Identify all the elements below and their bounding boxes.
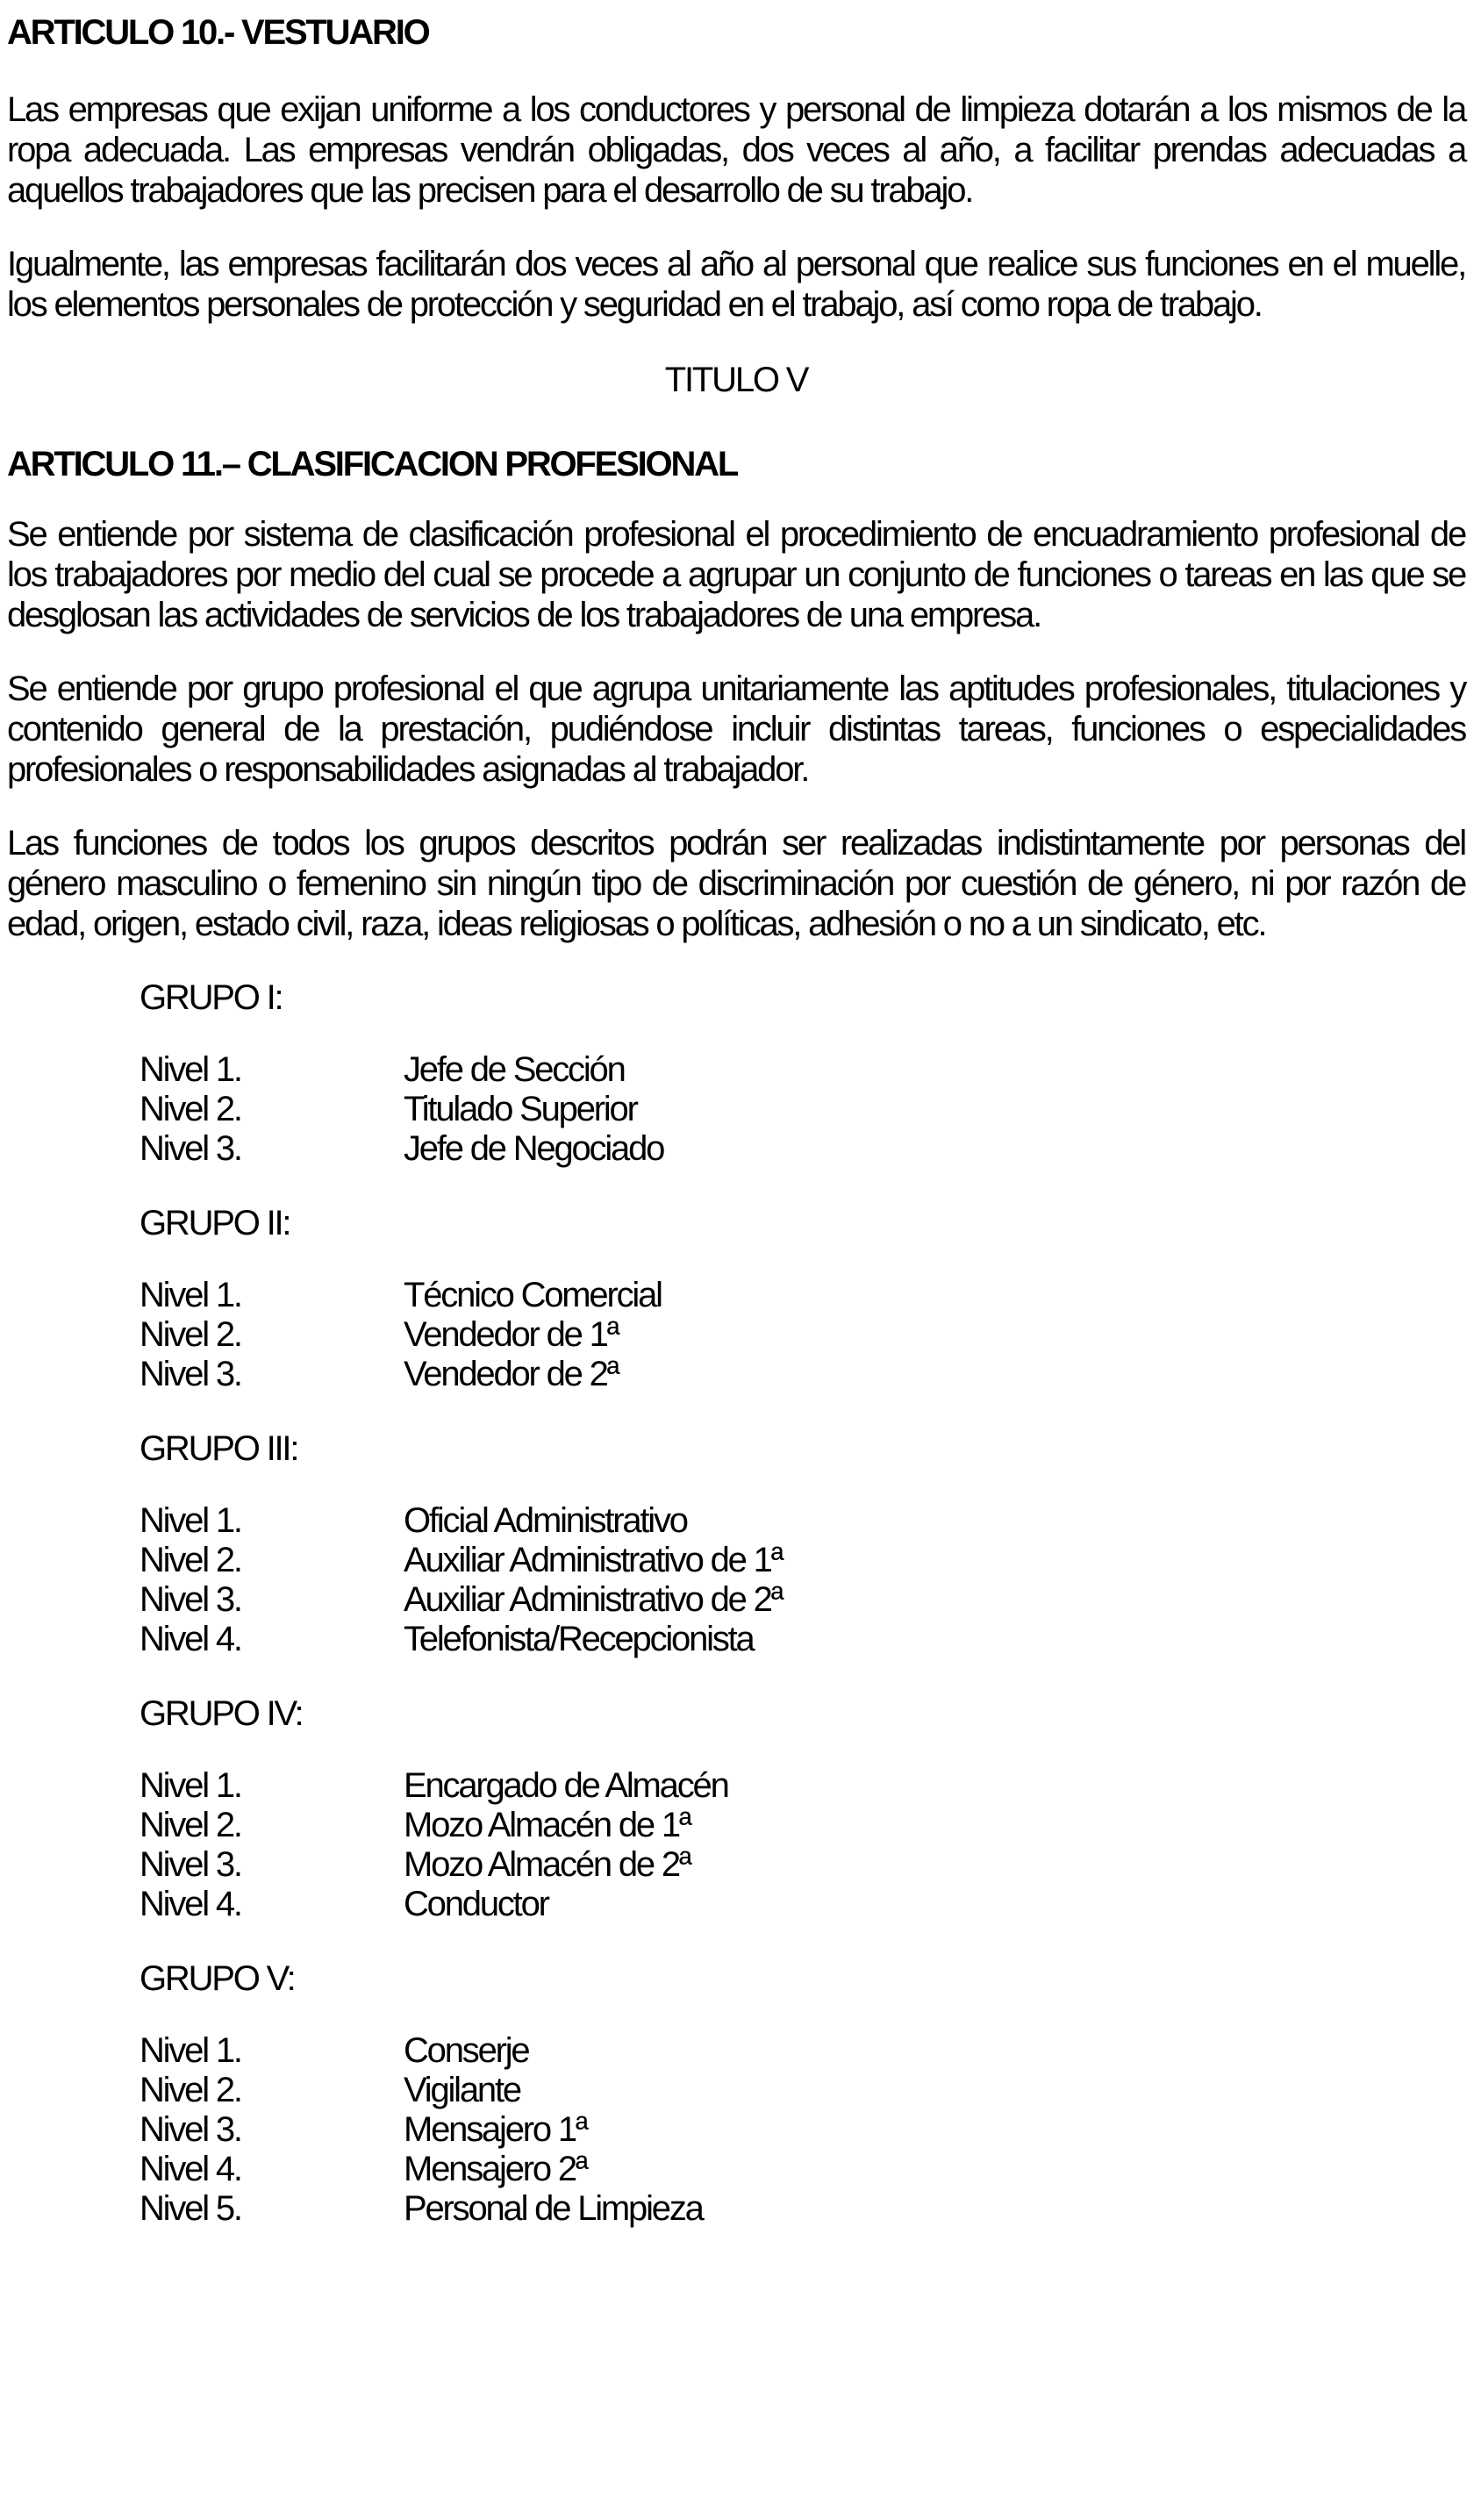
level-number: Nivel 1. <box>140 2031 241 2070</box>
articulo-11-paragraph-2: Se entiende por grupo profesional el que agrupa unitariamente las aptitudes profesionales, titulaciones y contenido general de la prestación, pudiéndose incluir distintas tareas, funciones o especialidades profesionales o responsabilidades asignadas al trabajador. <box>7 669 1465 789</box>
grupo-iv-title: GRUPO IV: <box>140 1694 303 1733</box>
level-row <box>7 2189 1465 2229</box>
level-number: Nivel 4. <box>140 1620 241 1658</box>
level-role: Titulado Superior <box>404 1090 637 1128</box>
level-role: Mensajero 2ª <box>404 2150 587 2188</box>
level-role: Vendedor de 2ª <box>404 1355 619 1393</box>
grupo-ii-section <box>7 1203 1465 1394</box>
level-row <box>7 1845 1465 1885</box>
classification-groups <box>7 977 1465 2229</box>
grupo-i-levels-list <box>7 1050 1465 1169</box>
articulo-10-heading: ARTICULO 10.- VESTUARIO <box>7 13 429 52</box>
level-number: Nivel 1. <box>140 1501 241 1540</box>
level-number: Nivel 4. <box>140 2150 241 2188</box>
level-row <box>7 1129 1465 1169</box>
level-role: Mensajero 1ª <box>404 2110 587 2149</box>
level-number: Nivel 3. <box>140 1355 241 1393</box>
grupo-i-section <box>7 977 1465 1169</box>
level-number: Nivel 2. <box>140 1090 241 1128</box>
articulo-10-paragraph-2: Igualmente, las empresas facilitarán dos veces al año al personal que realice sus funciones en el muelle, los elementos personales de protección y seguridad en el trabajo, así como ropa de trabajo. <box>7 245 1465 324</box>
level-row <box>7 1541 1465 1580</box>
level-role: Encargado de Almacén <box>404 1766 728 1805</box>
level-number: Nivel 2. <box>140 1806 241 1844</box>
grupo-iii-levels-list <box>7 1501 1465 1659</box>
articulo-11-paragraph-1: Se entiende por sistema de clasificación profesional el procedimiento de encuadramiento profesional de los trabajadores por medio del cual se procede a agrupar un conjunto de funciones o tareas en las que se desglosan las actividades de servicios de los trabajadores de una empresa. <box>7 515 1465 634</box>
level-row <box>7 1885 1465 1924</box>
grupo-iii-section <box>7 1428 1465 1659</box>
grupo-i-title: GRUPO I: <box>140 978 283 1017</box>
level-row <box>7 2150 1465 2189</box>
grupo-ii-title: GRUPO II: <box>140 1204 290 1242</box>
level-row <box>7 1501 1465 1541</box>
articulo-10-paragraph-1: Las empresas que exijan uniforme a los conductores y personal de limpieza dotarán a los mismos de la ropa adecuada. Las empresas vendrán obligadas, dos veces al año, a facilitar prendas adecuadas a aquellos trabajadores que las precisen para el desarrollo de su trabajo. <box>7 90 1465 210</box>
level-role: Mozo Almacén de 1ª <box>404 1806 690 1844</box>
level-role: Vendedor de 1ª <box>404 1315 619 1354</box>
level-row <box>7 1580 1465 1620</box>
grupo-v-levels-list <box>7 2031 1465 2229</box>
articulo-11-paragraph-3: Las funciones de todos los grupos descritos podrán ser realizadas indistintamente por personas del género masculino o femenino sin ningún tipo de discriminación por cuestión de género, ni por razón de edad, origen, estado civil, raza, ideas religiosas o políticas, adhesión o no a un sindicato, etc. <box>7 824 1465 943</box>
level-number: Nivel 4. <box>140 1885 241 1923</box>
level-number: Nivel 5. <box>140 2189 241 2228</box>
level-number: Nivel 1. <box>140 1276 241 1314</box>
level-role: Conserje <box>404 2031 529 2070</box>
level-row <box>7 1355 1465 1394</box>
level-role: Vigilante <box>404 2071 520 2109</box>
level-number: Nivel 3. <box>140 1580 241 1619</box>
level-number: Nivel 2. <box>140 1541 241 1579</box>
level-row <box>7 1276 1465 1315</box>
level-row <box>7 1050 1465 1090</box>
level-role: Conductor <box>404 1885 548 1923</box>
level-role: Mozo Almacén de 2ª <box>404 1845 690 1884</box>
level-number: Nivel 3. <box>140 2110 241 2149</box>
level-row <box>7 1090 1465 1129</box>
level-row <box>7 2071 1465 2110</box>
level-role: Jefe de Negociado <box>404 1129 664 1168</box>
level-number: Nivel 1. <box>140 1766 241 1805</box>
level-row <box>7 1806 1465 1845</box>
level-number: Nivel 2. <box>140 1315 241 1354</box>
level-row <box>7 1766 1465 1806</box>
level-role: Telefonista/Recepcionista <box>404 1620 754 1658</box>
titulo-v-heading: TITULO V <box>664 361 808 399</box>
grupo-ii-levels-list <box>7 1276 1465 1394</box>
grupo-iii-title: GRUPO III: <box>140 1429 298 1468</box>
level-number: Nivel 3. <box>140 1845 241 1884</box>
level-row <box>7 1620 1465 1659</box>
grupo-iv-levels-list <box>7 1766 1465 1924</box>
level-row <box>7 2031 1465 2071</box>
articulo-11-heading: ARTICULO 11.– CLASIFICACION PROFESIONAL <box>7 445 738 483</box>
grupo-iv-section <box>7 1693 1465 1924</box>
level-role: Personal de Limpieza <box>404 2189 703 2228</box>
level-number: Nivel 1. <box>140 1050 241 1089</box>
level-row <box>7 2110 1465 2150</box>
grupo-v-title: GRUPO V: <box>140 1959 295 1998</box>
level-role: Técnico Comercial <box>404 1276 662 1314</box>
level-row <box>7 1315 1465 1355</box>
grupo-v-section <box>7 1958 1465 2229</box>
level-role: Auxiliar Administrativo de 1ª <box>404 1541 783 1579</box>
level-number: Nivel 2. <box>140 2071 241 2109</box>
level-role: Oficial Administrativo <box>404 1501 687 1540</box>
level-number: Nivel 3. <box>140 1129 241 1168</box>
level-role: Jefe de Sección <box>404 1050 625 1089</box>
level-role: Auxiliar Administrativo de 2ª <box>404 1580 783 1619</box>
